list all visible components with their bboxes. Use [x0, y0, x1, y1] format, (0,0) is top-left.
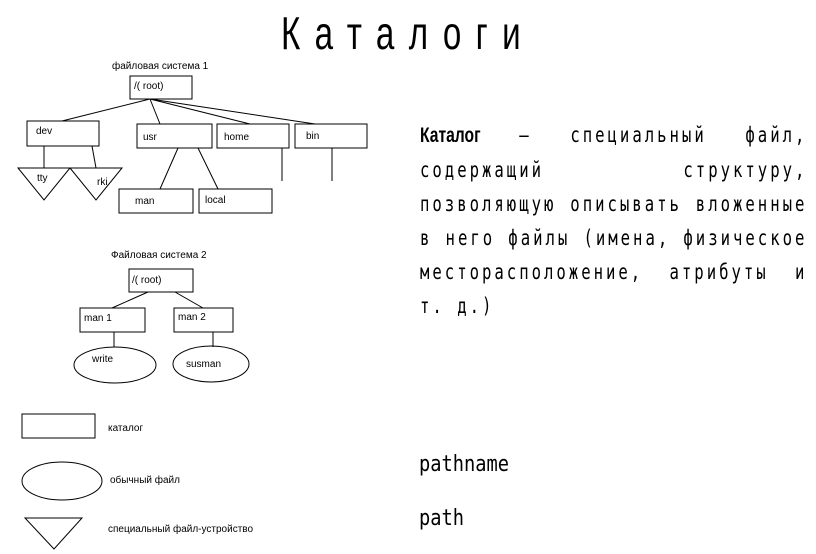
edge2-root-man1 — [112, 292, 148, 308]
term-pathname: pathname — [419, 452, 510, 477]
edge-root-usr — [150, 99, 160, 124]
fs1-man-label: man — [135, 196, 155, 207]
legend-directory-shape — [22, 414, 95, 438]
legend-regular-file-label: обычный файл — [110, 475, 180, 486]
term-path: path — [419, 506, 465, 531]
edge-dev-rki — [92, 146, 96, 168]
slide-title: Каталоги — [280, 7, 536, 59]
edge2-root-man2 — [175, 292, 203, 308]
definition-body: – специальный файл, содержащий структуру, позволяющую описывать вложенные в него файлы (имена, физическое месторасположение, атрибуты и т. д.) — [420, 123, 808, 318]
fs1-man-box — [119, 189, 193, 213]
fs2-caption: Файловая система 2 — [111, 250, 207, 261]
fs2-susman-label: susman — [186, 359, 222, 370]
edge-usr-man — [160, 148, 178, 189]
fs1-home-label: home — [224, 132, 250, 143]
edge-usr-local — [198, 148, 218, 189]
fs1-dev-label: dev — [36, 126, 53, 137]
legend-regular-file-shape — [22, 462, 102, 500]
fs2-man2-label: man 2 — [178, 312, 206, 323]
legend-directory-label: каталог — [108, 423, 144, 434]
definition-term: Каталог — [420, 124, 481, 147]
fs1-usr-label: usr — [143, 132, 157, 143]
edge-root-bin — [150, 99, 315, 124]
fs2-write-ellipse — [74, 347, 156, 383]
fs1-bin-label: bin — [306, 131, 320, 142]
fs1-caption: файловая система 1 — [112, 61, 209, 72]
fs1-rki-triangle — [70, 168, 122, 200]
fs2-write-label: write — [92, 354, 114, 365]
fs1-root-label: /( root) — [134, 81, 164, 92]
fs2-man1-label: man 1 — [84, 313, 112, 324]
edge-root-dev — [62, 99, 150, 121]
fs2-root-label: /( root) — [132, 275, 162, 286]
fs1-tty-label: tty — [37, 173, 48, 184]
definition-text — [420, 118, 807, 323]
fs1-local-label: local — [205, 195, 226, 206]
legend-special-file-label: специальный файл-устройство — [108, 524, 254, 535]
fs1-rki-label: rki — [97, 177, 108, 188]
legend-special-file-shape — [25, 518, 82, 549]
